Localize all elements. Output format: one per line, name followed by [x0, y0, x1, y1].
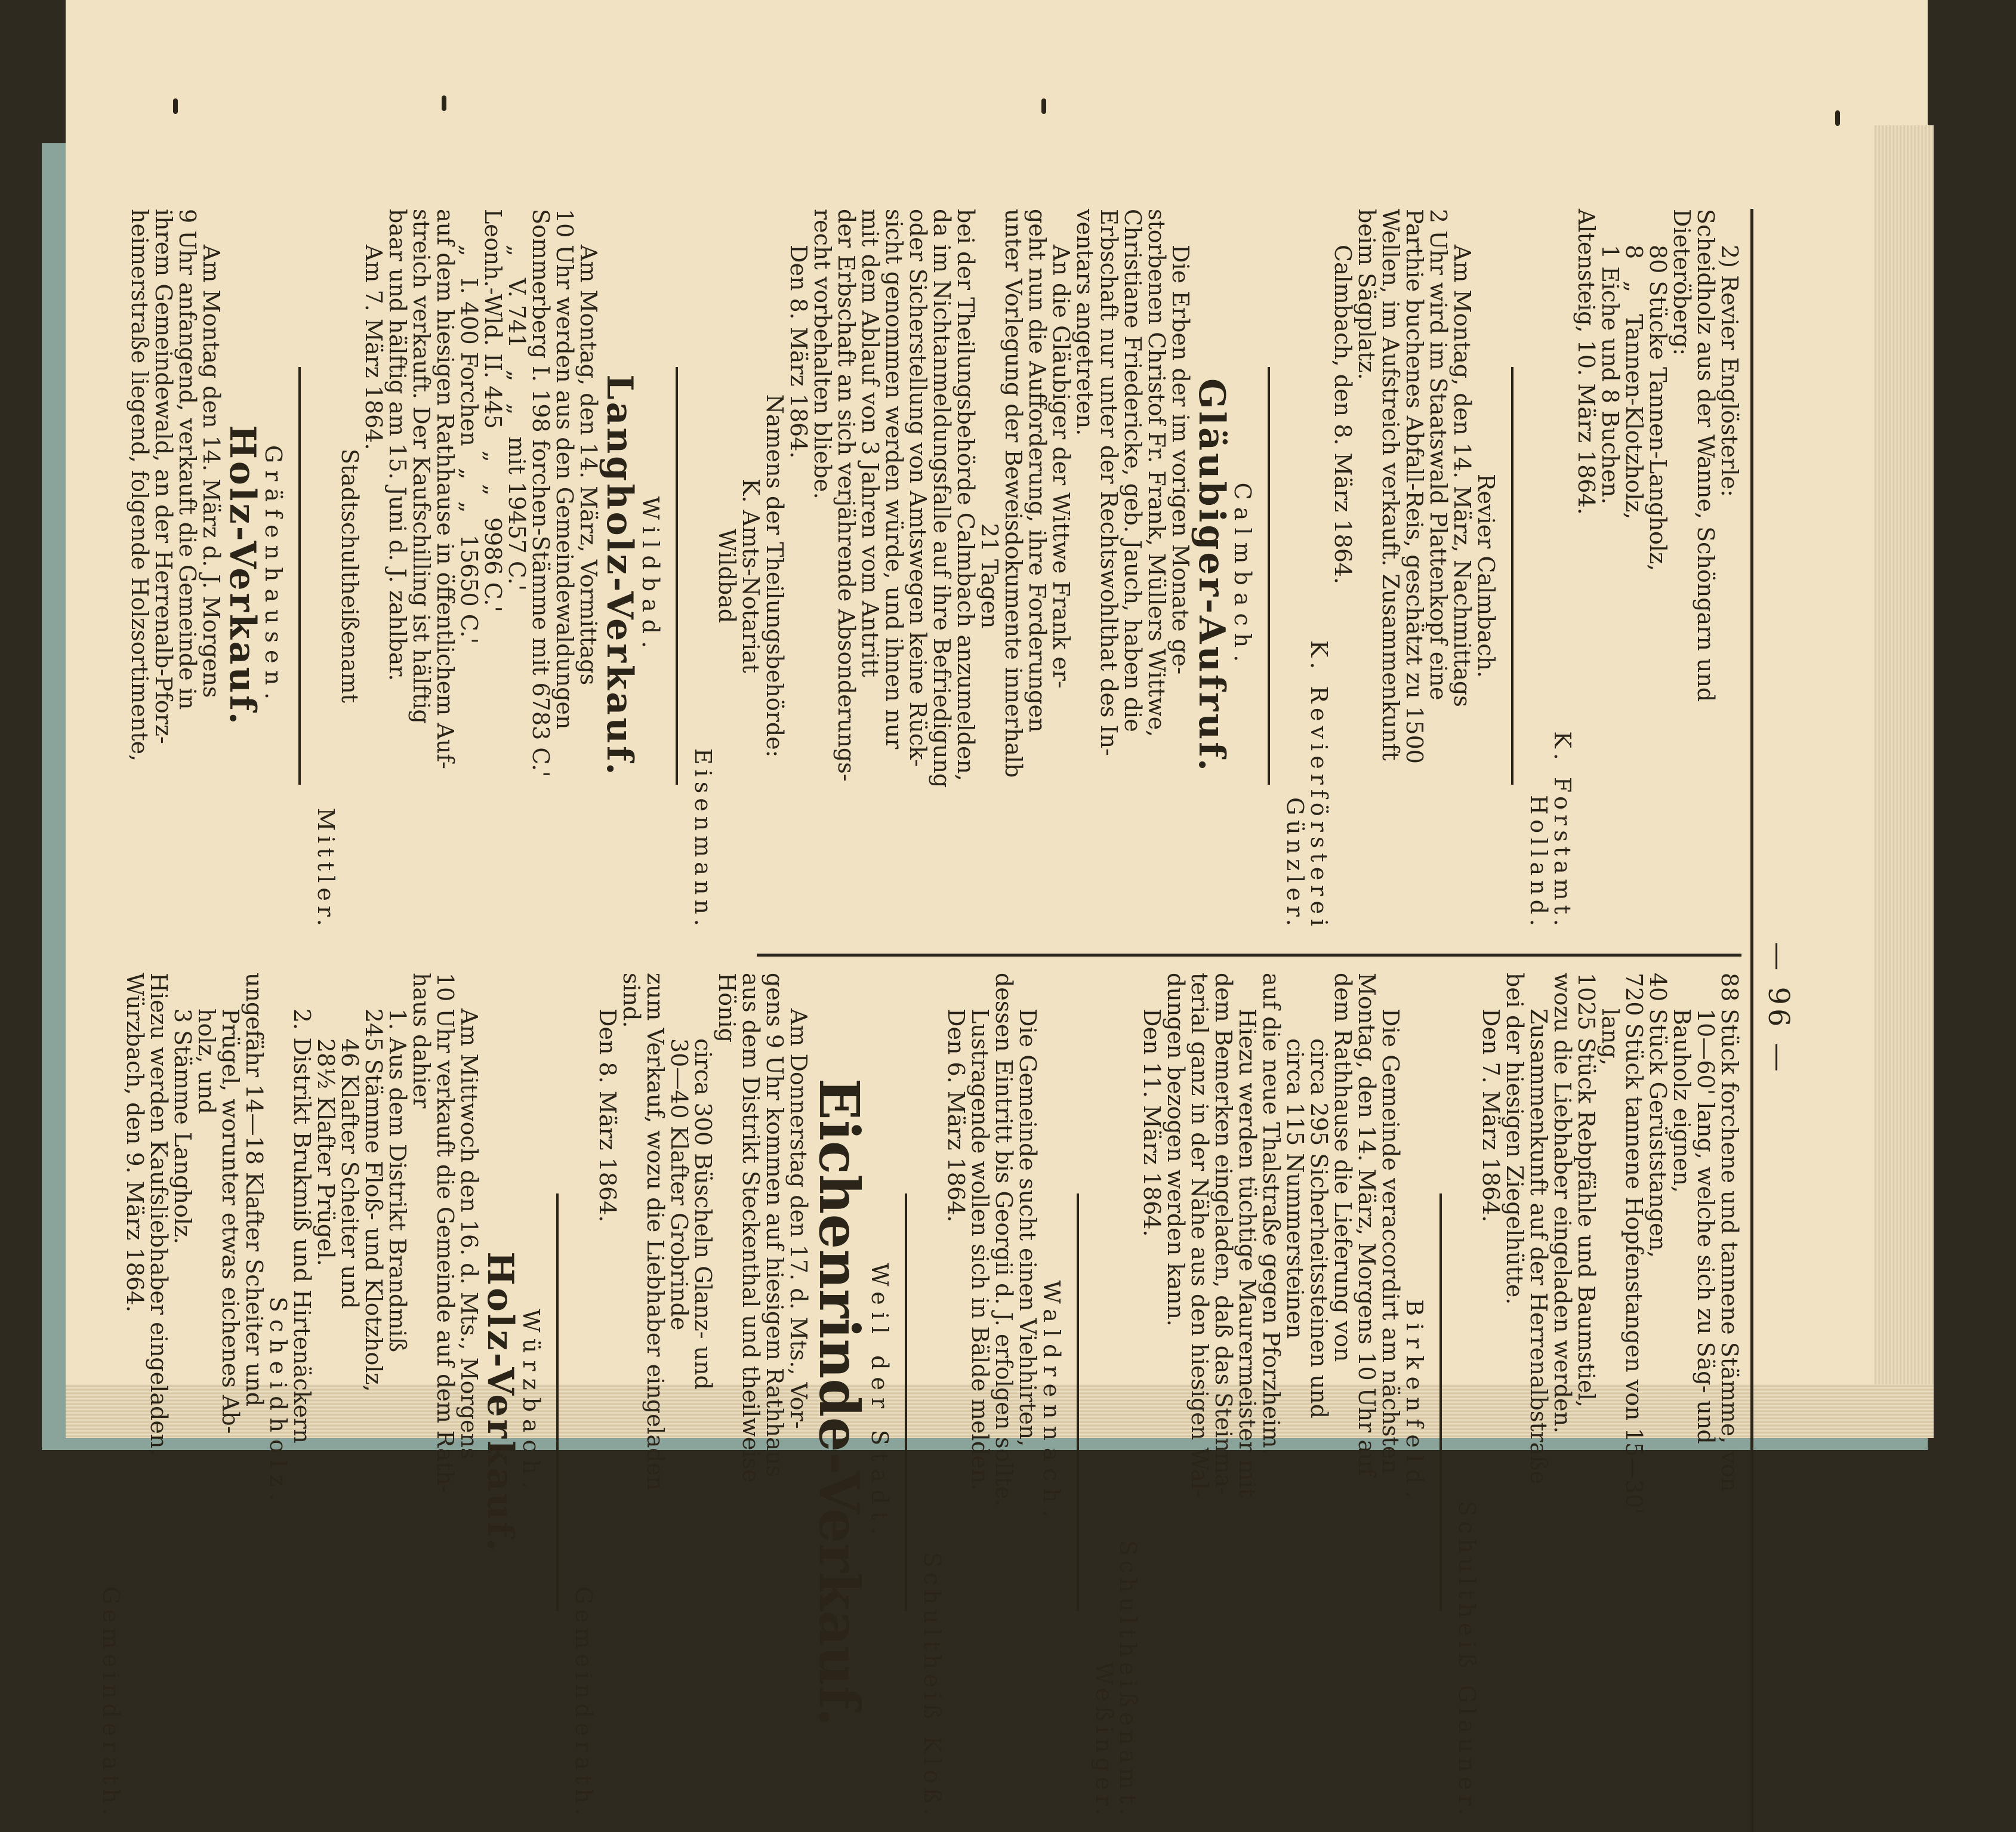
notice-line: ihrem Gemeindewald, an der Herrenalb-Pforz-: [150, 209, 177, 744]
notice-place: Gräfenhausen.: [260, 445, 286, 707]
notice-line: 88 Stück forchene und tannene Stämme, von: [1716, 973, 1743, 1492]
notice-line: 8 „ Tannen-Klotzholz,: [1621, 245, 1647, 520]
notice-line: Die Erben der im vorigen Monate ge-: [1167, 245, 1194, 675]
notice-line: Parthie buchenes Abfall-Reis, geschätzt zu 1500: [1401, 209, 1428, 764]
notice-line: dem Rathhause die Lieferung von: [1330, 973, 1356, 1362]
notice-line: 1025 Stück Rebpfähle und Baumstiel,: [1573, 973, 1599, 1408]
notice-line: der Erbschaft an sich verjährende Absonderungs-: [833, 209, 859, 782]
notice-line: 40 Stück Gerüststangen,: [1645, 973, 1671, 1259]
right-column: [94, 973, 1741, 1832]
notice-line: ventars angetreten.: [1072, 209, 1098, 436]
notice-place: Würzbach.: [518, 1309, 544, 1496]
notice-line: streich verkauft. Der Kaufschilling ist hälftig: [408, 209, 434, 724]
notice-line: bei der Theilungsbehörde Calmbach anzumelden,: [952, 209, 979, 782]
notice-line: „ I. 400 Forchen „ „ 15650 C.': [456, 245, 482, 644]
notice-glaeubiger-aufruf: [691, 209, 1254, 943]
notice-line: dungen bezogen werden kann.: [1163, 973, 1189, 1327]
notice-line: circa 295 Sicherheitssteinen und: [1306, 1038, 1332, 1418]
notice-line: 2) Revier Englösterle:: [1716, 245, 1743, 497]
notice-line: Den 8. März 1864.: [594, 1008, 621, 1223]
header-rule: [1750, 209, 1753, 1832]
notice-wuerzbach: [99, 973, 543, 1832]
signature: Mittler.: [313, 807, 339, 931]
notice-separator: [1268, 367, 1270, 785]
notice-separator: [556, 1193, 559, 1611]
notice-line: Bauholz eignen,: [1669, 1008, 1695, 1193]
notice-line: aus dem Distrikt Steckenthal und theilweise: [738, 973, 764, 1483]
notice-line: 720 Stück tannene Hopfenstangen von 15—30': [1621, 973, 1647, 1515]
notice-line: 10 Uhr werden aus den Gemeindewaldungen: [551, 209, 578, 730]
notice-line: Sommerberg I. 198 forchen-Stämme mit 6783 C.': [528, 209, 554, 778]
notice-line: Prügel, worunter etwas eichenes Ab-: [217, 1008, 243, 1434]
notice-line: 10—60' lang, welche sich zu Säg- und: [1693, 1008, 1719, 1444]
notice-separator: [1439, 1193, 1442, 1611]
notice-line: da im Nichtanmeldungsfalle auf ihre Befriedigung: [929, 209, 955, 788]
notice-line: sind.: [618, 973, 645, 1028]
notice-line: Am 7. März 1864.: [360, 245, 387, 451]
notice-title: Revier Calmbach.: [1473, 473, 1499, 678]
notice-line: Den 8. März 1864.: [785, 245, 812, 459]
notice-line: 2. Distrikt Brukmiß und Hirtenäckern: [289, 1008, 315, 1444]
notice-graefenhausen: [128, 209, 285, 943]
signature: K. Revierförsterei: [1306, 640, 1332, 931]
notice-line: Altensteig, 10. März 1864.: [1573, 209, 1599, 515]
notice-line: Hiezu werden Kaufsliebhaber eingeladen.: [146, 973, 172, 1456]
notice-place: Calmbach.: [1229, 482, 1256, 670]
notice-heading: Holz-Verkauf.: [221, 425, 263, 727]
notice-line: Hiezu werden tüchtige Maurermeister mit: [1234, 1008, 1260, 1498]
notice-heading: Langholz-Verkauf.: [599, 374, 640, 778]
notice-line: heimerstraße liegend, folgende Holzsortimente,: [127, 209, 153, 762]
notice-line: Am Montag, den 14. März, Nachmittags: [1449, 245, 1475, 707]
notice-line: An die Gläubiger der Wittwe Frank er-: [1048, 245, 1074, 689]
notice-line: Montag, den 14. März, Morgens 10 Uhr auf: [1354, 973, 1380, 1476]
notice-line: Lustragende wollen sich in Bälde melden.: [967, 1008, 993, 1491]
notice-separator: [1077, 1193, 1079, 1611]
notice-line: Zusammenkunft auf der Herrenalbstraße: [1525, 1008, 1552, 1485]
notice-place: Birkenfeld.: [1401, 1299, 1428, 1506]
notice-line: 30—40 Klafter Grobrinde: [666, 1038, 692, 1331]
notice-line: Scheidholz.: [265, 1296, 291, 1509]
notice-line: Scheidholz aus der Wanne, Schöngarn und: [1693, 209, 1719, 702]
page-content: [98, 197, 1795, 1820]
notice-heading: Eichenrinde-Verkauf.: [807, 1078, 871, 1727]
column-divider: [757, 954, 1741, 957]
notice-line: Am Montag den 14. März d. J. Morgens: [198, 245, 224, 698]
notice-continuation: [1455, 973, 1741, 1832]
binding-hole: [173, 98, 178, 114]
notice-weil-der-stadt: [572, 973, 892, 1832]
notice-place: Waldrennach.: [1038, 1280, 1065, 1525]
notice-line: circa 115 Nummersteinen: [1282, 1038, 1308, 1339]
notice-line: Christiane Friedericke, geb. Jauch, haben die: [1120, 209, 1146, 732]
notice-line: sicht genommen werden würde, und ihnen nur: [881, 209, 907, 750]
signature: Gemeinderath.: [98, 1586, 124, 1820]
notice-separator: [905, 1193, 907, 1611]
notice-line: storbenen Christof Fr. Frank, Müllers Wittwe,: [1143, 209, 1170, 738]
notice-line: 2 Uhr wird im Staatswald Plattenkopf eine: [1425, 209, 1451, 701]
notice-line: 21 Tagen: [976, 523, 1003, 629]
notice-line: Würzbach, den 9. März 1864.: [122, 973, 148, 1313]
notice-line: 245 Stämme Floß- und Klotzholz,: [360, 1008, 387, 1392]
notice-line: 3 Stämme Langholz.: [169, 1008, 196, 1245]
notice-line: ungefähr 14—18 Klafter Scheiter und: [241, 973, 267, 1407]
notice-line: „ V. 741 „ „ mit 19457 C.': [504, 245, 530, 591]
notice-line: mit dem Ablauf von 3 Jahren vom Antritt: [857, 209, 883, 677]
notice-place: Wildbad.: [637, 496, 664, 656]
notice-line: terial ganz in der Nähe aus den hiesigen Wal-: [1186, 973, 1213, 1497]
notice-line: Am Montag, den 14. März, Vormittags: [575, 245, 602, 686]
signature: K. Amts-Notariat: [738, 479, 764, 673]
notice-line: Wellen, im Aufstreich verkauft. Zusammenkunft: [1377, 209, 1404, 761]
signature: Weßinger.: [1091, 1661, 1117, 1820]
notice-line: bei der hiesigen Ziegelhütte.: [1502, 973, 1528, 1305]
notice-line: Erbschaft nur unter der Rechtswohlthat des In-: [1096, 209, 1122, 756]
notice-line: Calmbach, den 8. März 1864.: [1330, 245, 1356, 585]
notice-separator: [1511, 367, 1513, 785]
notice-line: 1 Eiche und 8 Buchen.: [1597, 245, 1623, 505]
notice-line: 10 Uhr verkauft die Gemeinde auf dem Rath-: [432, 973, 458, 1493]
notice-line: dem Bemerken eingeladen, daß das Steinma-: [1210, 973, 1237, 1495]
notice-line: 9 Uhr anfangend, verkauft die Gemeinde in: [174, 209, 201, 710]
notice-line: recht vorbehalten bliebe.: [809, 209, 836, 499]
notice-line: gens 9 Uhr kommen auf hiesigem Rathhaus: [762, 973, 788, 1477]
notice-line: haus dahier: [408, 973, 434, 1109]
signature: Schultheißenamt.: [1115, 1540, 1141, 1820]
page-edge-right: [1874, 125, 1934, 1438]
signature: Schultheiß Kloß.: [919, 1552, 945, 1820]
signature: Wildbad: [714, 528, 740, 624]
notice-line: 80 Stücke Tannen-Langholz,: [1645, 245, 1671, 572]
notice-line: Leonh.-Wld. II. 445 „ „ 9986 C.': [480, 209, 506, 612]
notice-line: unter Vorlegung der Beweisdokumente innerhalb: [1000, 209, 1027, 778]
notice-revier-calmbach: [1283, 209, 1498, 943]
signature: Stadtschultheißenamt: [337, 448, 363, 704]
notice-waldrennach: [920, 973, 1064, 1832]
notice-line: Namens der Theilungsbehörde:: [762, 394, 788, 758]
page-number: — 96 —: [1762, 942, 1795, 1075]
notice-line: Dieteröberg:: [1669, 209, 1695, 356]
notice-heading: Holz-Verkauf.: [479, 1251, 521, 1553]
notice-line: auf die neue Thalstraße gegen Pforzheim.: [1258, 973, 1284, 1455]
notice-line: holz, und: [193, 1008, 220, 1114]
signature: Holland.: [1525, 795, 1552, 931]
notice-line: Den 11. März 1864.: [1139, 1008, 1165, 1237]
notice-line: oder Sicherstellung von Amtswegen keine Rück-: [905, 209, 931, 767]
notice-line: circa 300 Büscheln Glanz- und: [690, 1038, 716, 1390]
notice-line: geht nun die Aufforderung, ihre Forderungen: [1024, 209, 1050, 733]
signature: Gemeinderath.: [571, 1586, 597, 1820]
notice-line: auf dem hiesigen Rathhause in öffentlichem Auf-: [432, 209, 458, 769]
signature: Schultheiß Glauner.: [1454, 1501, 1480, 1820]
binding-hole: [1835, 110, 1840, 126]
notice-line: dessen Eintritt bis Georgii d. J. erfolgen sollte.: [991, 973, 1017, 1507]
notice-line: wozu die Liebhaber eingeladen werden.: [1549, 973, 1576, 1434]
notice-birkenfeld: [1092, 973, 1426, 1832]
notice-separator: [298, 367, 301, 785]
notice-line: 28½ Klafter Prügel.: [313, 1038, 339, 1266]
notice-separator: [676, 367, 678, 785]
binding-hole: [1041, 98, 1046, 114]
notice-line: lang,: [1597, 1008, 1623, 1066]
notice-line: baar und hälftig am 15. Juni d. J. zahlbar.: [384, 209, 411, 681]
signature: K. Forstamt.: [1549, 731, 1576, 931]
notice-line: beim Sägplatz.: [1354, 209, 1380, 380]
notice-heading: Gläubiger-Aufruf.: [1191, 378, 1232, 773]
signature: Eisenmann.: [690, 748, 716, 931]
notice-place: Weil der Stadt.: [867, 1263, 893, 1542]
notice-engloesterle: [1527, 209, 1741, 943]
notice-line: 1. Aus dem Distrikt Brandmiß: [384, 1008, 411, 1352]
notice-line: zum Verkauf, wozu die Liebhaber eingeladen: [642, 973, 668, 1491]
notice-line: Hönig: [714, 973, 740, 1043]
notice-line: Die Gemeinde veraccordirt am nächsten: [1377, 1008, 1404, 1474]
notice-line: Am Donnerstag den 17. d. Mts., Vor-: [785, 1008, 812, 1429]
notice-line: Den 7. März 1864.: [1478, 1008, 1504, 1223]
binding-hole: [442, 95, 446, 111]
notice-line: Den 6. März 1864.: [943, 1008, 969, 1223]
notice-wildbad-langholz: [314, 209, 662, 943]
notice-line: Die Gemeinde sucht einen Viehhirten,: [1015, 1008, 1041, 1447]
notice-line: 46 Klafter Scheiter und: [337, 1038, 363, 1309]
left-column: [123, 209, 1741, 943]
notice-line: Am Mittwoch den 16. d. Mts., Morgens: [456, 1008, 482, 1460]
signature: Günzler.: [1282, 797, 1308, 931]
